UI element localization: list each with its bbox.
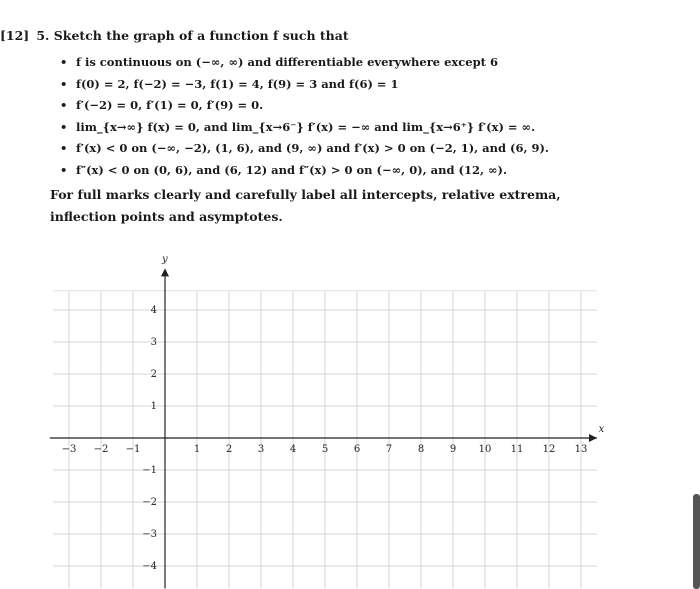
x-tick-label: 10 (478, 444, 492, 455)
scrollbar[interactable] (693, 494, 700, 589)
condition-text: lim_{x→∞} f(x) = 0, and lim_{x→6⁻} f′(x) = −∞ and lim_{x→6⁺} f′(x) = ∞. (76, 119, 536, 134)
y-tick-label: −3 (142, 529, 157, 540)
x-tick-label: −2 (93, 444, 109, 455)
condition-text: f(0) = 2, f(−2) = −3, f(1) = 4, f(9) = 3 and f(6) = 1 (76, 76, 399, 91)
x-tick-label: −1 (125, 444, 141, 455)
x-tick-label: 13 (574, 444, 588, 455)
y-axis-label: y (162, 254, 168, 266)
condition-text: f′(x) < 0 on (−∞, −2), (1, 6), and (9, ∞) and f′(x) > 0 on (−2, 1), and (6, 9). (76, 141, 549, 155)
y-axis-arrow (161, 268, 169, 276)
question-prompt: Sketch the graph of a function f such that (53, 28, 349, 43)
condition-text: f′(−2) = 0, f′(1) = 0, f′(9) = 0. (76, 98, 264, 112)
x-tick-label: −3 (61, 444, 77, 455)
question-marks: [12] (0, 28, 30, 43)
x-axis-label: x (598, 424, 605, 435)
x-tick-label: 3 (257, 444, 265, 455)
x-tick-label: 8 (417, 444, 425, 455)
question-header (0, 28, 349, 43)
condition-text: f is continuous on (−∞, ∞) and differentiable everywhere except 6 (76, 55, 498, 69)
y-tick-label: 4 (150, 305, 157, 316)
x-tick-label: 6 (353, 444, 361, 455)
instructions-text: For full marks clearly and carefully label all intercepts, relative extrema, inflection points and asymptotes. (50, 187, 561, 224)
y-tick-label: −2 (142, 497, 157, 508)
graph-grid (0, 225, 640, 589)
y-tick-label: −1 (142, 465, 157, 476)
x-axis-arrow (589, 434, 597, 442)
x-tick-label: 4 (289, 444, 297, 455)
x-tick-label: 7 (385, 444, 393, 455)
x-tick-label: 2 (225, 444, 233, 455)
x-tick-label: 9 (449, 444, 457, 455)
question-number: 5. (36, 28, 50, 43)
x-tick-label: 12 (542, 444, 556, 455)
y-tick-label: −4 (142, 561, 157, 572)
x-tick-label: 5 (321, 444, 329, 455)
y-tick-label: 1 (150, 401, 157, 412)
x-tick-label: 1 (193, 444, 201, 455)
x-tick-label: 11 (510, 444, 524, 455)
condition-text: f″(x) < 0 on (0, 6), and (6, 12) and f″(x) > 0 on (−∞, 0), and (12, ∞). (76, 162, 507, 177)
y-tick-label: 2 (150, 369, 157, 380)
y-tick-label: 3 (150, 337, 157, 348)
